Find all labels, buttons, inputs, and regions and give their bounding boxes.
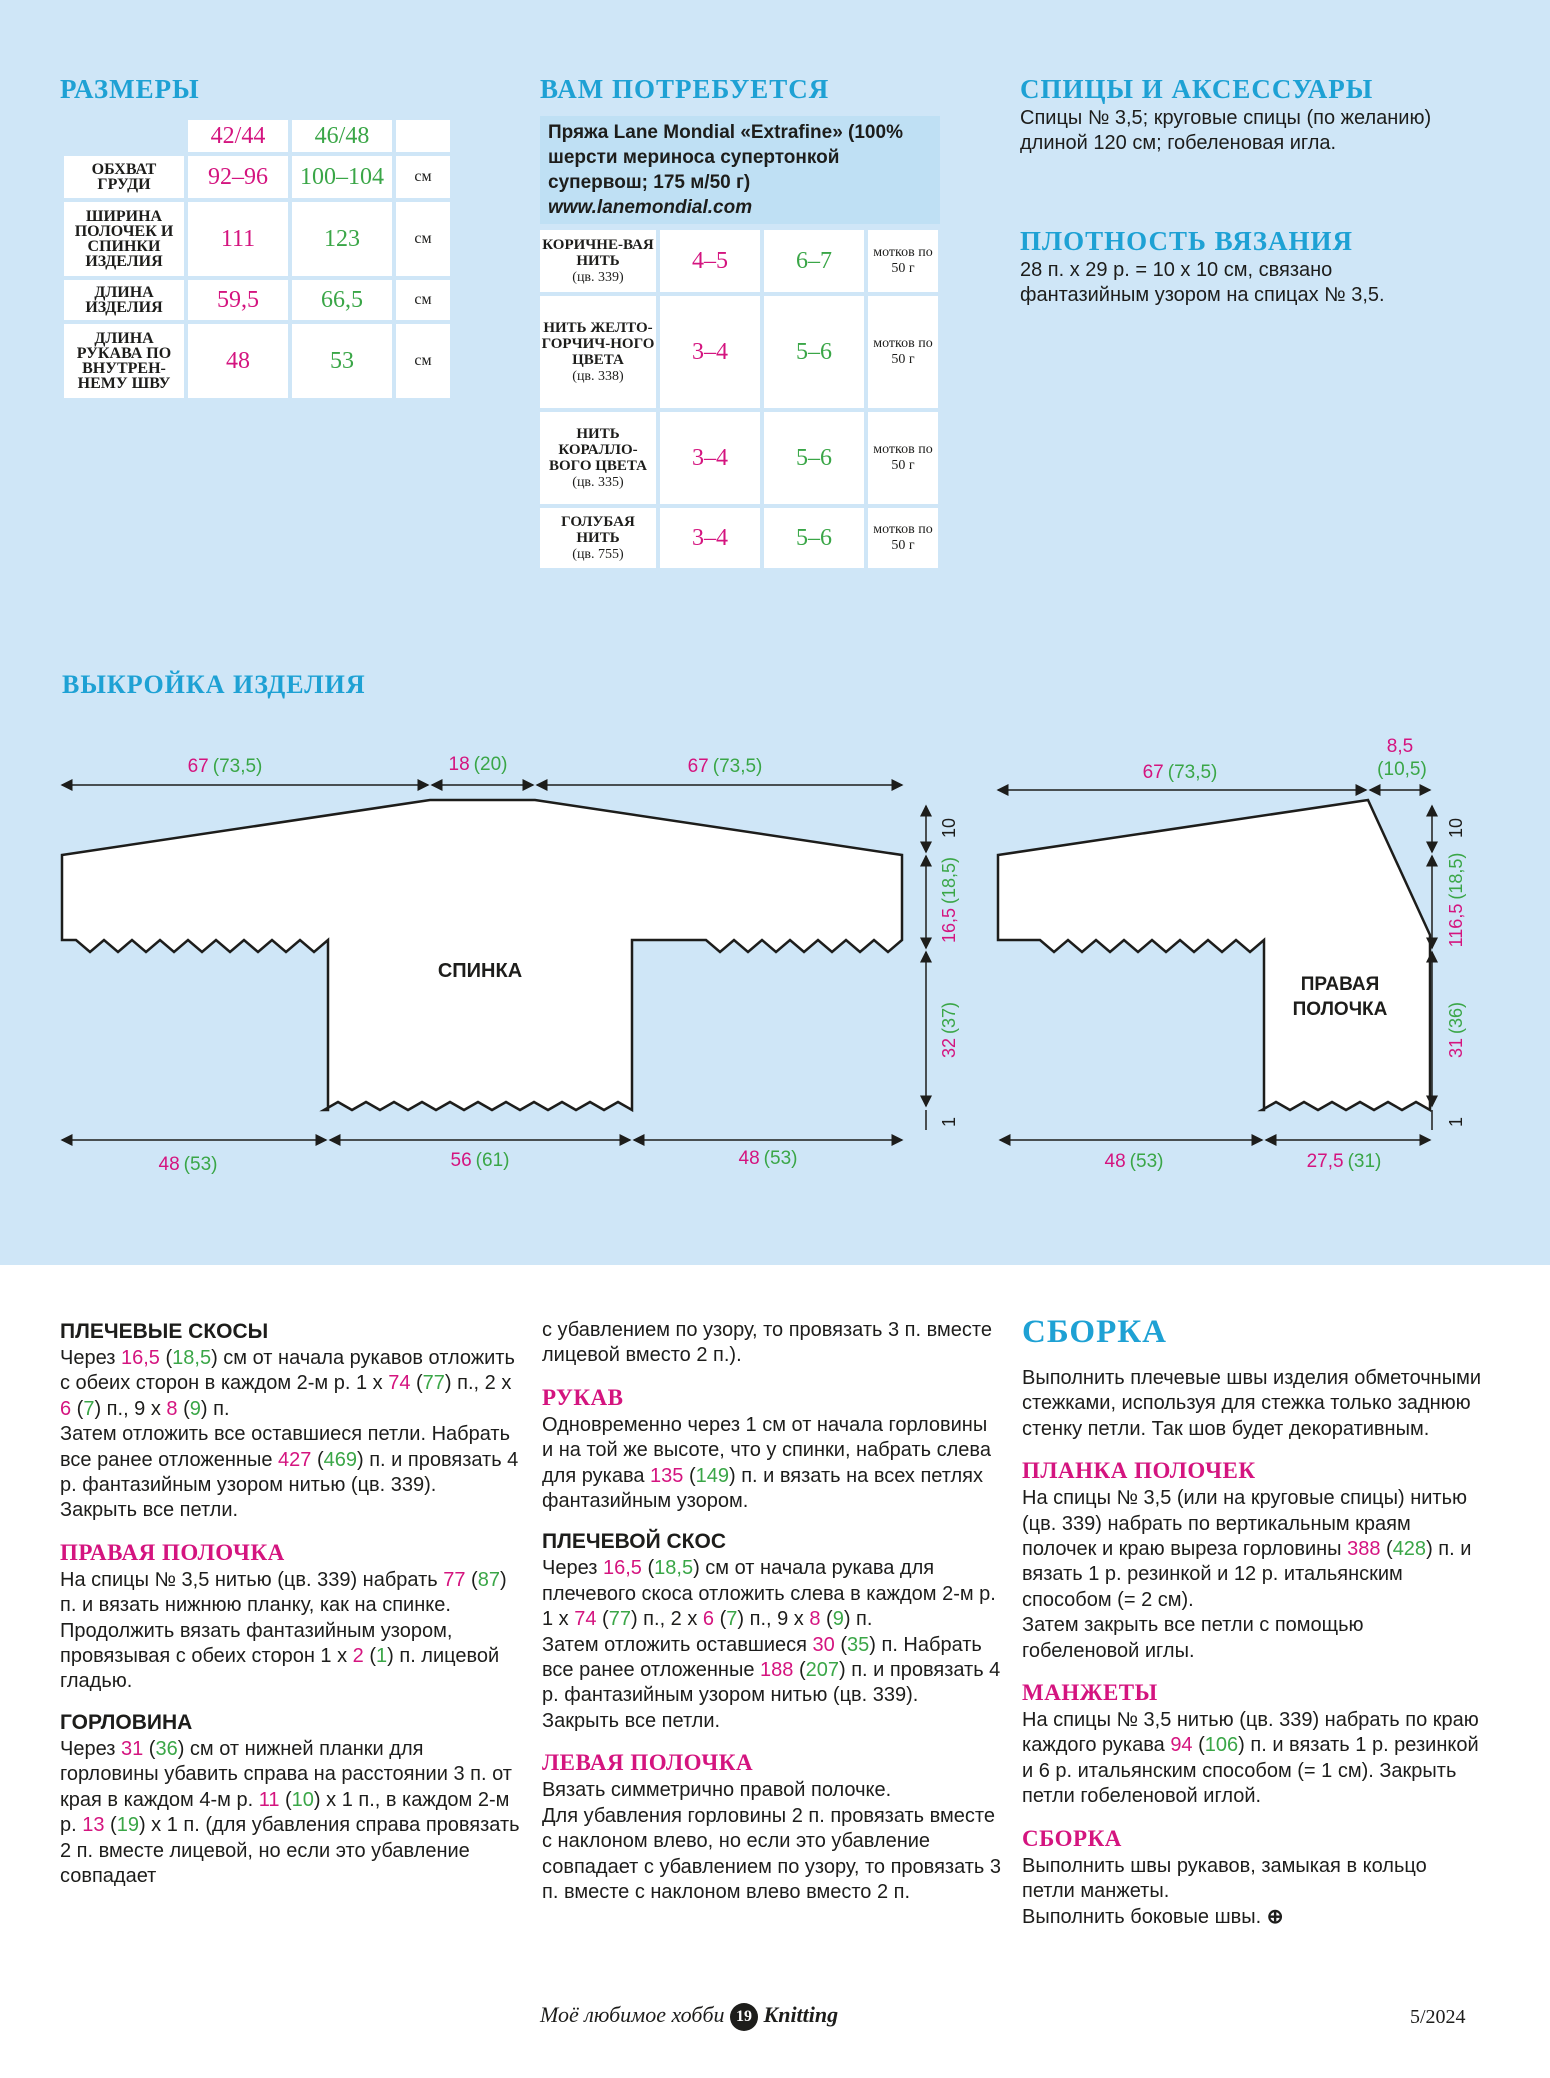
size-value: 66,5 xyxy=(292,280,392,320)
needles-title: СПИЦЫ И АКСЕССУАРЫ xyxy=(1020,74,1374,104)
dim-label: 10 xyxy=(1446,817,1466,839)
sizes-title: РАЗМЕРЫ xyxy=(60,74,200,104)
dim-label: 116,5(18,5) xyxy=(1446,852,1466,948)
yarn-qty: 4–5 xyxy=(660,230,760,292)
yarn-qty: 3–4 xyxy=(660,296,760,408)
size-value: 92–96 xyxy=(188,156,288,198)
column-2 xyxy=(542,1318,1002,1919)
yarn-unit: мотков по 50 г xyxy=(868,508,938,568)
dim-label: 31(36) xyxy=(1446,1001,1466,1059)
yarn-qty: 5–6 xyxy=(764,412,864,504)
size-value: 123 xyxy=(292,202,392,276)
paragraph: Через 31 (36) см от нижней планки для горловины убавить справа на расстоянии 3 п. от края в каждом 4-м р. 11 (10) х 1 п., в каждом 2-м р. 13 (19) х 1 п. (для убавления справа провязать 2 п. вместе лицевой, но если это убавление совпадает xyxy=(60,1737,520,1887)
section-heading: ГОРЛОВИНА xyxy=(60,1710,193,1734)
dim-label: 1 xyxy=(1446,1116,1466,1128)
sizes-table xyxy=(60,116,454,402)
materials-title: ВАМ ПОТРЕБУЕТСЯ xyxy=(540,74,830,104)
section-heading: МАНЖЕТЫ xyxy=(1022,1680,1158,1706)
section-heading: ПЛЕЧЕВЫЕ СКОСЫ xyxy=(60,1320,269,1343)
footer xyxy=(540,2002,838,2031)
size-value: 59,5 xyxy=(188,280,288,320)
needles-text: Спицы № 3,5; круговые спицы (по желанию) длиной 120 см; гобеленовая игла. xyxy=(1020,107,1432,154)
pattern-diagram xyxy=(0,700,1550,1180)
back-label: СПИНКА xyxy=(437,960,523,982)
dim-label: 67 (73,5) xyxy=(1142,762,1218,783)
dim-label: 16,5(18,5) xyxy=(939,856,959,944)
column-1 xyxy=(60,1318,520,1903)
yarn-unit: мотков по 50 г xyxy=(868,230,938,292)
size-value: 111 xyxy=(188,202,288,276)
size-header-a: 42/44 xyxy=(188,120,288,152)
dim-label: 48 (53) xyxy=(738,1148,798,1169)
dim-label: 48 (53) xyxy=(1104,1151,1164,1172)
issue-number: 5/2024 xyxy=(1410,2006,1466,2028)
paragraph: Одновременно через 1 см от начала горловины и на той же высоте, что у спинки, набрать слева для рукава 135 (149) п. и вязать на всех петлях фантазийным узором. xyxy=(542,1413,991,1513)
yarn-unit: мотков по 50 г xyxy=(868,296,938,408)
front-label-1: ПРАВАЯ xyxy=(1300,974,1380,995)
section-heading: СБОРКА xyxy=(1022,1825,1122,1851)
paragraph: Через 16,5 (18,5) см от начала рукава для плечевого скоса отложить слева в каждом 2-м р. 1 х 74 (77) п., 2 х 6 (7) п., 9 х 8 (9) п. Затем отложить оставшиеся 30 (35) п. Набрать все ранее отложенные 188 (207) п. и провязать 4 р. фантазийным узором нитью (цв. 339). Закрыть все петли. xyxy=(542,1557,1001,1732)
page-number: 19 xyxy=(730,2003,758,2031)
section-heading: ПЛАНКА ПОЛОЧЕК xyxy=(1022,1458,1256,1484)
yarn-row-label: НИТЬ КОРАЛЛО-ВОГО ЦВЕТА (цв. 335) xyxy=(540,412,656,504)
size-value: 48 xyxy=(188,324,288,398)
section-name: Knitting xyxy=(763,2002,839,2027)
dim-label: 8,5 xyxy=(1386,736,1414,757)
section-heading: ЛЕВАЯ ПОЛОЧКА xyxy=(542,1750,754,1776)
dim-label: 56 (61) xyxy=(450,1150,510,1171)
yarn-qty: 3–4 xyxy=(660,412,760,504)
size-row-label: ДЛИНА РУКАВА ПО ВНУТРЕН-НЕМУ ШВУ xyxy=(64,324,184,398)
paragraph: На спицы № 3,5 нитью (цв. 339) набрать по краю каждого рукава 94 (106) п. и вязать 1 р. резинкой и 6 р. итальянским способом (= 1 см). Закрыть петли гобеленовой иглой. xyxy=(1022,1709,1479,1808)
paragraph: На спицы № 3,5 (или на круговые спицы) нитью (цв. 339) набрать по вертикальным краям полочек и краю выреза горловины 388 (428) п. и вязать 1 р. резинкой и 12 р. итальянским способом (= 2 см). Затем закрыть все петли с помощью гобеленовой иглы. xyxy=(1022,1487,1472,1662)
magazine-name: Моё любимое хобби xyxy=(540,2002,725,2027)
section-heading: ПЛЕЧЕВОЙ СКОС xyxy=(542,1530,726,1554)
dim-label: 10 xyxy=(939,817,959,839)
yarn-qty: 5–6 xyxy=(764,296,864,408)
yarn-qty: 6–7 xyxy=(764,230,864,292)
yarn-qty: 3–4 xyxy=(660,508,760,568)
column-3 xyxy=(1022,1312,1482,1944)
yarn-description xyxy=(540,116,940,224)
yarn-text: Пряжа Lane Mondial «Extrafine» (100% шерсти мериноса супертонкой супервош; 175 м/50 г) xyxy=(548,122,903,193)
size-row-label: ДЛИНА ИЗДЕЛИЯ xyxy=(64,280,184,320)
yarn-row-label: КОРИЧНЕ-ВАЯ НИТЬ (цв. 339) xyxy=(540,230,656,292)
size-unit: см xyxy=(396,324,450,398)
yarn-qty: 5–6 xyxy=(764,508,864,568)
size-value: 100–104 xyxy=(292,156,392,198)
section-heading: ПРАВАЯ ПОЛОЧКА xyxy=(60,1539,285,1565)
yarn-row-label: ГОЛУБАЯ НИТЬ (цв. 755) xyxy=(540,508,656,568)
yarn-url: www.lanemondial.com xyxy=(548,197,753,218)
size-unit: см xyxy=(396,156,450,198)
dim-label: 48 (53) xyxy=(158,1154,218,1175)
paragraph: Вязать симметрично правой полочке. Для убавления горловины 2 п. провязать вместе с наклоном влево, но если это убавление совпадает с убавлением по узору, то провязать 3 п. вместе с наклоном влево вместо 2 п. xyxy=(542,1779,1002,1903)
dim-label: 18 (20) xyxy=(448,754,508,775)
paragraph: Выполнить швы рукавов, замыкая в кольцо петли манжеты. Выполнить боковые швы. ⊕ xyxy=(1022,1854,1427,1928)
dim-label: (10,5) xyxy=(1377,759,1427,780)
dim-label: 27,5 (31) xyxy=(1306,1151,1382,1172)
dim-label: 67 (73,5) xyxy=(687,756,763,777)
paragraph: с убавлением по узору, то провязать 3 п. вместе лицевой вместо 2 п.). xyxy=(542,1319,992,1367)
section-heading: РУКАВ xyxy=(542,1384,624,1410)
yarn-table xyxy=(536,226,942,572)
front-piece xyxy=(998,800,1430,1110)
size-value: 53 xyxy=(292,324,392,398)
size-unit: см xyxy=(396,280,450,320)
paragraph: Через 16,5 (18,5) см от начала рукавов отложить с обеих сторон в каждом 2-м р. 1 х 74 (77) п., 2 х 6 (7) п., 9 х 8 (9) п. Затем отложить все оставшиеся петли. Набрать все ранее отложенные 427 (469) п. и провязать 4 р. фантазийным узором нитью (цв. 339). Закрыть все петли. xyxy=(60,1347,519,1522)
size-unit: см xyxy=(396,202,450,276)
dim-label: 1 xyxy=(939,1116,959,1128)
back-piece xyxy=(62,800,902,1110)
assembly-title: СБОРКА xyxy=(1022,1314,1168,1350)
yarn-row-label: НИТЬ ЖЕЛТО-ГОРЧИЧ-НОГО ЦВЕТА (цв. 338) xyxy=(540,296,656,408)
size-row-label: ШИРИНА ПОЛОЧЕК И СПИНКИ ИЗДЕЛИЯ xyxy=(64,202,184,276)
size-header-b: 46/48 xyxy=(292,120,392,152)
pattern-title: ВЫКРОЙКА ИЗДЕЛИЯ xyxy=(62,670,366,699)
dim-label: 67 (73,5) xyxy=(187,756,263,777)
paragraph: На спицы № 3,5 нитью (цв. 339) набрать 77 (87) п. и вязать нижнюю планку, как на спинке. Продолжить вязать фантазийным узором, провязывая с обеих сторон 1 х 2 (1) п. лицевой гладью. xyxy=(60,1568,507,1693)
yarn-unit: мотков по 50 г xyxy=(868,412,938,504)
gauge-title: ПЛОТНОСТЬ ВЯЗАНИЯ xyxy=(1020,226,1353,256)
dim-label: 32(37) xyxy=(939,1001,959,1059)
size-row-label: ОБХВАТ ГРУДИ xyxy=(64,156,184,198)
gauge-text: 28 п. х 29 р. = 10 х 10 см, связано фантазийным узором на спицах № 3,5. xyxy=(1020,259,1385,306)
paragraph: Выполнить плечевые швы изделия обметочными стежками, используя для стежка только заднюю стенку петли. Так шов будет декоративным. xyxy=(1022,1367,1482,1440)
front-label-2: ПОЛОЧКА xyxy=(1292,999,1388,1020)
